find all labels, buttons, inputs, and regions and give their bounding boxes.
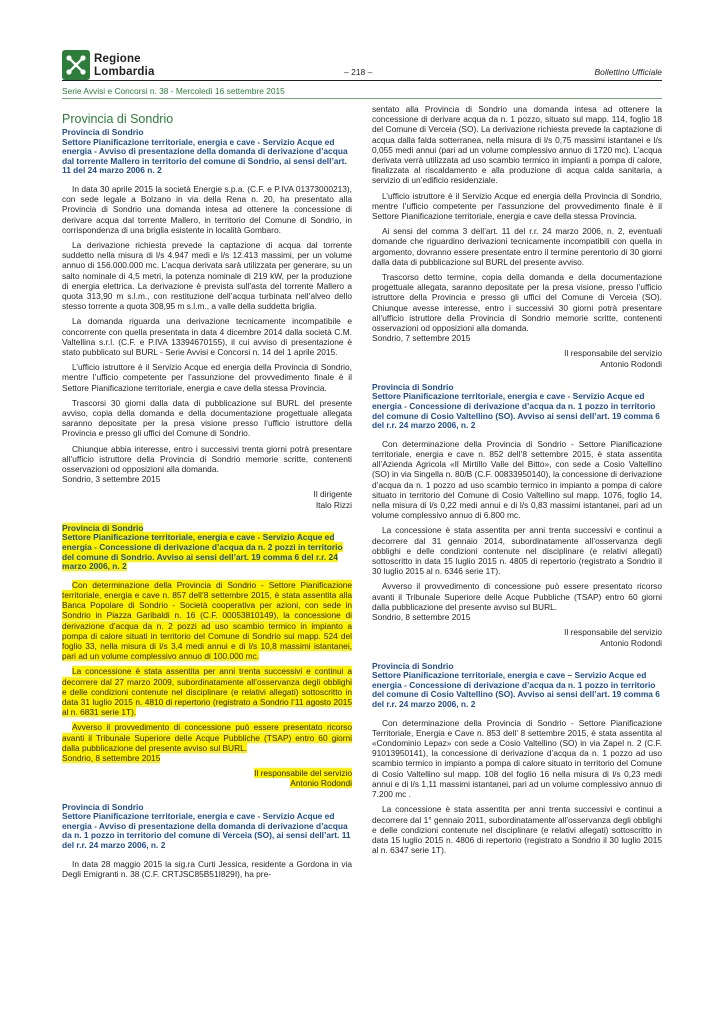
page-header [62,50,662,90]
paragraph: sentato alla Provincia di Sondrio una domanda intesa ad ottenere la concessione di derivare acqua da n. 1 pozzo, situato sul mapp. 114, foglio 18 del Comune di Verceia (SO). La derivazione richiesta prevede la captazione di acqua dalla falda sotterranea, nella misura di l/s 0,75 massimi istantanei e l/s 0,055 medi annui (pari ad un volume complessivo annuo di 1720 mc). L’acqua derivata verrà utilizzata ad uso scambio termico in impianti a pompa di calore, finalizzata al riscaldamento e alla produzione di acqua calda sanitaria, a servizio di un’edificio residenziale. [372,104,662,186]
notice-title: Settore Pianificazione territoriale, energia e cave - Servizio Acque ed energia - Concessione di derivazione d’acqua da n. 2 pozzi in territorio del comune di Sondrio. Avviso ai sensi dell’art. 19 comma 6 del r.r. 24 marzo 2006, n. 2 [62,532,343,572]
paragraph: Con determinazione della Provincia di Sondrio - Settore Pianificazione territoriale, energia e cave n. 857 dell’8 settembre 2015, è stata assentita alla Banca Popolare di Sondrio - Società cooperativa per azioni, con sede in Sondrio in Piazza Garibaldi n. 16 (C.F. 00053810149), la concessione di derivazione d’acqua da n. 2 pozzi ad uso scambio termico in impianto a pompa di calore situati in territorio del Comune di Sondrio sui mapp. 524 del foglio 33, nella misura di l/s 3,4 medi annui e di l/s 10,8 massimi istantanei, pari ad un volume complessivo annuo di 100.000 mc. [62,579,352,662]
paragraph: La derivazione richiesta prevede la captazione di acqua dal torrente suddetto nella misura di l/s 4.947 medi e l/s 12.413 massimi, per un volume annuo di 156.000.000 mc. L’acqua derivata sarà utilizzata per generare, su un salto nominale di 4,5 metri, la potenza nominale di 219 kW, per la produzione di energia elettrica. La derivazione è prevista sull’asta del torrente Mallero a quota 313,90 m s.l.m., con restituzione dell’acqua turbinata nell’alveo dello stesso torrente a quota 308,95 m s.l.m., a valle della suddetta briglia. [62,239,352,312]
notice-head: Provincia di Sondrio [62,127,144,137]
logo-line-1: Regione [94,53,141,65]
notice-cosio-mirtillo [372,383,662,648]
notice-head: Provincia di Sondrio [372,381,454,392]
province-heading: Provincia di Sondrio [62,112,174,126]
signatory-name: Italo Rizzi [315,499,352,510]
paragraph: In data 28 maggio 2015 la sig.ra Curti Jessica, residente a Gordona in via Degli Emigranti n. 38 (C.F. CRTJSC85B51I829I), ha pre- [62,858,352,879]
notice-date: Sondrio, 8 settembre 2015 [62,753,161,764]
signatory-role: Il responsabile del servizio [564,627,662,638]
paragraph: La concessione è stata assentita per anni trenta successivi e continui a decorrere dal 31 gennaio 2014, subordinatamente all’osservanza degli obblighi e delle condizioni contenute nel disciplinare (e relativi allegati) sottoscritto in data 15 luglio 2015 n. 4805 di repertorio (registrato a Sondrio il 30 luglio 2015 al n. 6346 serie 1T). [372,525,662,577]
paragraph: Avverso il provvedimento di concessione può essere presentato ricorso avanti il Tribunale Superiore delle Acque Pubbliche (TSAP) entro 60 giorni dalla pubblicazione del presente avviso sul BURL. [62,722,352,753]
paragraph: In data 30 aprile 2015 la società Energie s.p.a. (C.F. e P.IVA 01373000213), con sede legale a Bolzano in via della Rena n. 20, ha presentato alla Provincia di Sondrio una domanda intesa ad ottenere la concessione di derivare acqua dal torrente Mallero, in territorio del Comune di Sondrio, in corrispondenza di una briglia esistente in località Gombaro. [62,183,352,235]
publication-title: Bollettino Ufficiale [594,67,662,77]
notice-title: Settore Pianificazione territoriale, energia e cave - Servizio Acque ed energia - Avviso di presentazione della domanda di derivazione d’acqua dal torrente Mallero in territorio del comune di Sondrio, ai sensi dell’art. 11 del 24 marzo 2006 n. 2 [62,136,348,176]
rose-camuna-icon [62,50,90,80]
notice-title: Settore Pianificazione territoriale, energia e cave – Servizio Acque ed energia - Concessione di derivazione d’acqua da n. 1 pozzo in territorio del comune di Cosio Valtellino (SO). Avviso ai sensi dell’art. 19 comma 6 del r.r. 24 marzo 2006, n. 2 [372,670,660,710]
notice-cosio-lepaz [372,662,662,856]
notice-head: Provincia di Sondrio [372,660,454,671]
paragraph: Trascorso detto termine, copia della domanda e della documentazione progettuale allegata, saranno depositate per la presa visione, presso l’ufficio istruttore della Provincia e presso gli uffici del Comune di Verceia (SO). Chiunque avesse interesse, entro i successivi 30 giorni potrà presentare all’ufficio istruttore della Provincia di Sondrio memorie scritte, contenenti osservazioni od opposizioni alla domanda. [372,272,662,334]
series-rule [62,98,662,99]
signatory-role: Il responsabile del servizio [254,768,352,779]
right-column [372,104,662,860]
paragraph: Trascorsi 30 giorni dalla data di pubblicazione sul BURL del presente avviso, copia della domanda e della documentazione progettuale allegata saranno depositate per la presa visione presso l’ufficio istruttore della Provincia e presso gli uffici del Comune di Sondrio. [62,397,352,439]
paragraph: L’ufficio istruttore è il Servizio Acque ed energia della Provincia di Sondrio, mentre l’ufficio competente per l’assunzione del provvedimento finale è il Settore Pianificazione territoriale, energia e cave della stessa Provincia. [372,190,662,222]
signatory-role: Il dirigente [313,489,352,500]
paragraph: Con determinazione della Provincia di Sondrio - Settore Pianificazione Territoriale, Energia e Cave n. 853 dell’ 8 settembre 2015, è stata assentita al «Condominio Lepaz» con sede a Cosio Valtellino (SO) in via Zapel n. 2 (C.F. 91013950141), la concessione di derivazione d’acqua da n. 1 pozzo ad uso scambio termico in impianto a pompa di calore situato in territorio del Comune di Cosio Valtellino sul mapp. 108 del foglio 16 nella misura di l/s 0,23 medi annui e di l/s 1,11 massimi istantanei, pari ad un volume complessivo annuo di 7.200 mc . [372,717,662,800]
series-line: Serie Avvisi e Concorsi n. 38 - Mercoledì 16 settembre 2015 [62,86,285,96]
notice-verceia-continued [372,104,662,369]
paragraph: L’ufficio istruttore è il Servizio Acque ed energia della Provincia di Sondrio, mentre l’ufficio competente per l’assunzione del provvedimento finale è il Settore Pianificazione territoriale, energia e cave della stessa Provincia. [62,362,352,393]
notice-date: Sondrio, 7 settembre 2015 [372,333,471,344]
notice-title: Settore Pianificazione territoriale, energia e cave - Servizio Acque ed energia - Avviso di presentazione della domanda di derivazione d’acqua da n. 1 pozzo in territorio del comune di Verceia (SO), ai sensi dell’art. 11 del r.r. 24 marzo 2006, n. 2 [62,811,351,851]
notice-head: Provincia di Sondrio [62,522,144,533]
notice-date: Sondrio, 8 settembre 2015 [372,612,471,623]
paragraph: Ai sensi del comma 3 dell’art. 11 del r.r. 24 marzo 2006, n. 2, eventuali domande che riguardino derivazioni tecnicamente incompatibili con quella in argomento, dovranno essere presentate entro il termine perentorio di 30 giorni dalla data di pubblicazione sul BURL del presente avviso. [372,226,662,267]
paragraph: La concessione è stata assentita per anni trenta successivi e continui a decorrere dal 27 marzo 2009, subordinatamente all’osservanza degli obblighi e delle condizioni contenute nel disciplinare (e relativi allegati) sottoscritto in data 31 luglio 2015 n. 4810 di repertorio (registrato a Sondrio l’11 agosto 2015 al n. 6831 serie 1T). [62,666,352,718]
logo-line-2: Lombardia [94,66,155,78]
left-column [62,100,352,884]
page-number: – 218 – [344,67,373,77]
paragraph: Con determinazione della Provincia di Sondrio - Settore Pianificazione territoriale, energia e cave n. 852 dell’8 settembre 2015, è stata assentita all’Azienda Agricola «Il Mirtillo Valle del Bitto», con sede a Cosio Valtellino (SO) in via Singella n. 80/B (C.F. 00833950140), la concessione di derivazione d’acqua da n. 1 pozzo ad uso scambio termico in impianto a pompa di calore situato in territorio del Comune di Cosio Valtellino sul mapp. 1076, foglio 14, nella misura di l/s 0,22 medi annui e di l/s 0,83 massimi istantanei, pari ad un volume complessivo annuo di 6.800 mc. [372,438,662,521]
notice-head: Provincia di Sondrio [62,801,144,812]
notice-mallero [62,128,352,510]
signatory-name: Antonio Rodondi [600,637,662,648]
notice-verceia [62,803,352,879]
paragraph: La domanda riguarda una derivazione tecnicamente incompatibile e concorrente con quella presentata in data 4 dicembre 2014 dalla società C.M. Valtellina s.r.l. (C.F. e P.IVA 13394670155), il cui avviso di presentazione è stato pubblicato sul BURL - Serie Avvisi e Concorsi n. 14 del 1 aprile 2015. [62,316,352,358]
signatory-name: Antonio Rodondi [290,778,352,789]
notice-title: Settore Pianificazione territoriale, energia e cave - Servizio Acque ed energia - Concessione di derivazione d’acqua da n. 1 pozzo in territorio del comune di Cosio Valtellino (SO). Avviso ai sensi dell’art. 19 comma 6 del r.r. 24 marzo 2006, n. 2 [372,391,660,431]
paragraph: Avverso il provvedimento di concessione può essere presentato ricorso avanti il Tribunale Superiore delle Acque Pubbliche (TSAP) entro 60 giorni dalla pubblicazione del presente avviso sul BURL. [372,581,662,612]
paragraph: Chiunque abbia interesse, entro i successivi trenta giorni potrà presentare all’ufficio istruttore della Provincia di Sondrio memorie scritte, contenenti osservazioni od opposizioni alla domanda. [62,443,352,475]
paragraph: La concessione è stata assentita per anni trenta successivi e continui a decorrere dal 1° gennaio 2011, subordinatamente all’osservanza degli obblighi e delle condizioni contenute nel disciplinare (e relativi allegati) sottoscritto in data 15 luglio 2015 n. 4806 di repertorio (registrato a Sondrio il 30 luglio 2015 al n. 6347 serie 1T). [372,804,662,856]
notice-sondrio-pozzi [62,524,352,789]
notice-date: Sondrio, 3 settembre 2015 [62,474,161,485]
header-rule [62,80,662,81]
signatory-role: Il responsabile del servizio [564,348,662,359]
signatory-name: Antonio Rodondi [600,358,662,369]
